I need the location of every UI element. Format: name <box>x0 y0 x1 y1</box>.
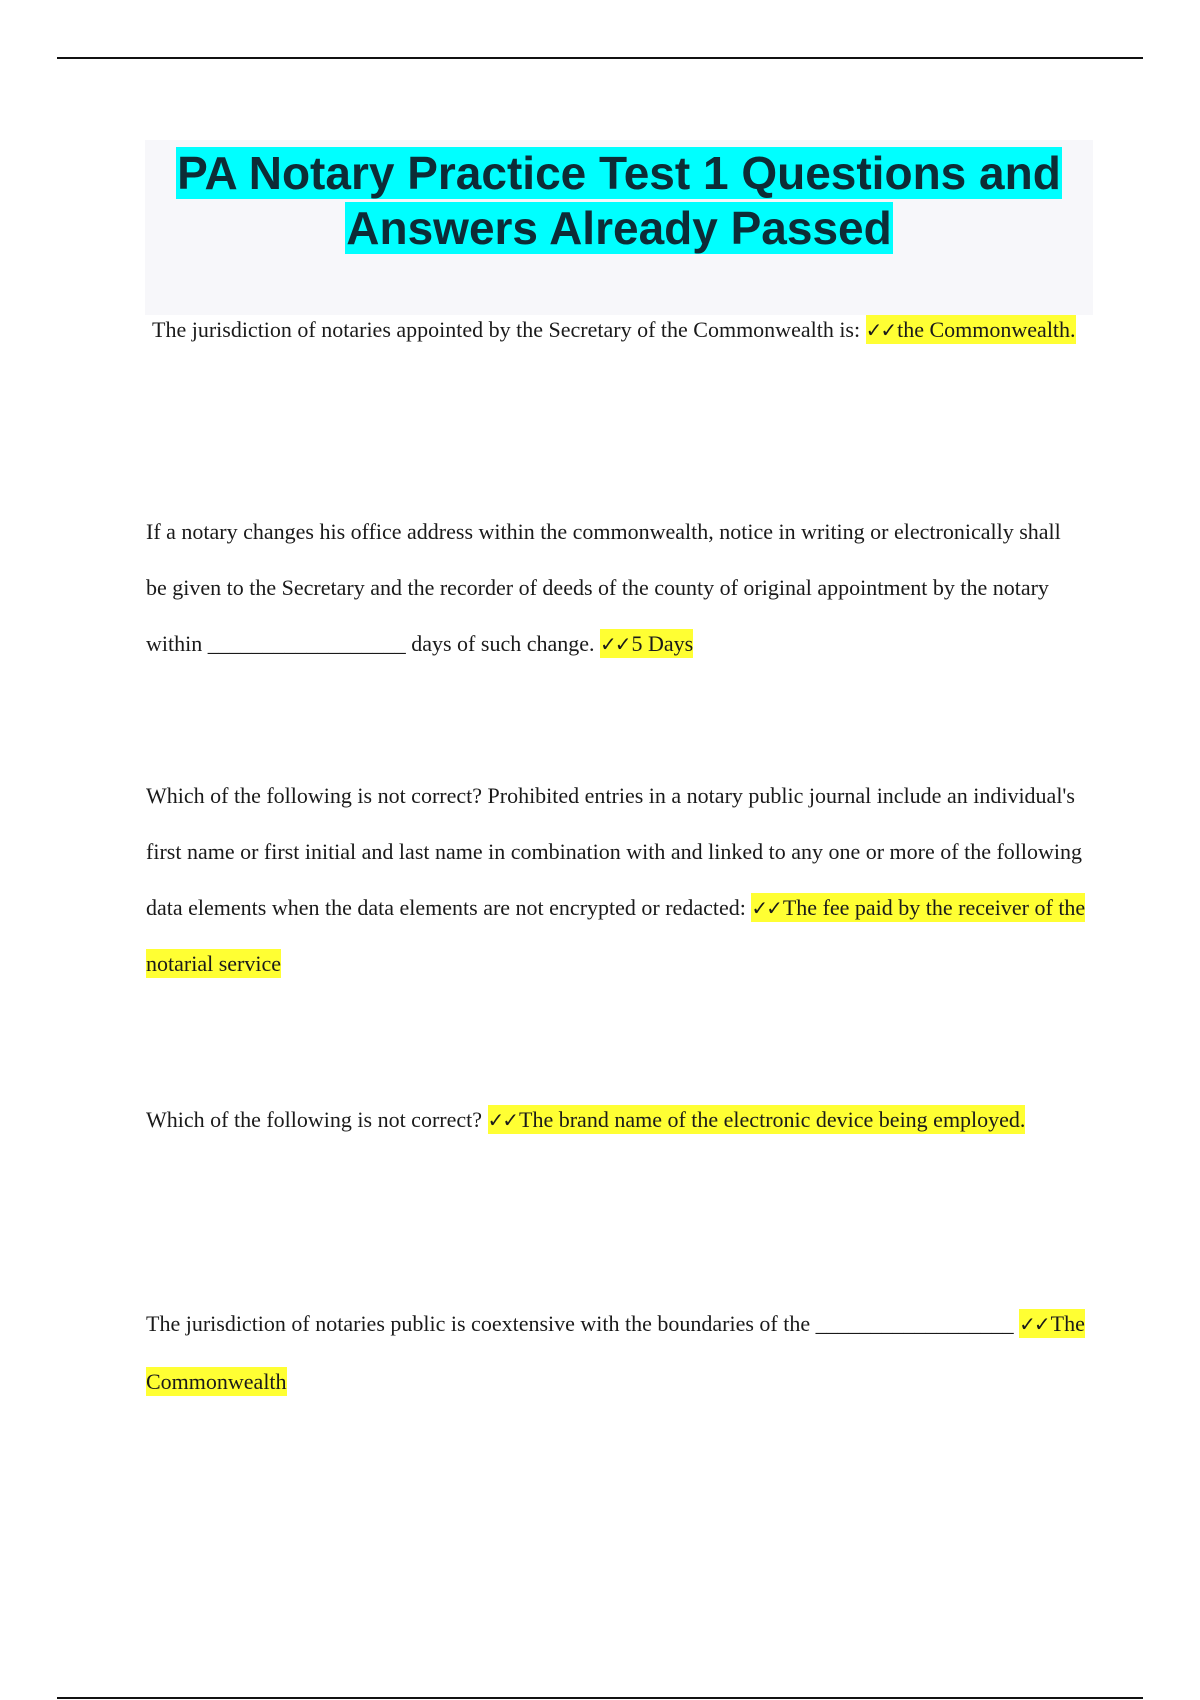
qa-item-1 <box>146 301 1086 359</box>
qa-item-5 <box>146 1295 1086 1411</box>
answer-text: The brand name of the electronic device being employed. <box>519 1107 1026 1132</box>
answer-highlight <box>488 1105 1026 1134</box>
qa-item-3 <box>146 768 1086 992</box>
title-line-1: PA Notary Practice Test 1 Questions and <box>177 147 1061 199</box>
title-line-2: Answers Already Passed <box>346 202 892 254</box>
document-title <box>145 140 1093 256</box>
question-text: The jurisdiction of notaries public is coextensive with the boundaries of the __________________ <box>146 1311 1014 1336</box>
answer-text: The fee paid by the receiver of the notarial service <box>146 895 1086 976</box>
answer-highlight <box>600 629 693 658</box>
top-rule <box>57 57 1143 59</box>
bottom-rule <box>57 1697 1143 1699</box>
title-block <box>145 140 1093 315</box>
question-text: Which of the following is not correct? <box>146 1107 483 1132</box>
answer-text: The Commonwealth <box>146 1311 1085 1394</box>
answer-text: 5 Days <box>631 631 694 656</box>
answer-text: the Commonwealth. <box>897 317 1076 342</box>
check-icon: ✓✓ <box>751 896 781 920</box>
question-text: Which of the following is not correct? Prohibited entries in a notary public journal include an individual's first name or first initial and last name in combination with and linked to any one or more of the following data elements when the data elements are not encrypted or redacted: <box>146 783 1083 920</box>
check-icon: ✓✓ <box>865 318 896 342</box>
qa-item-2 <box>146 504 1086 672</box>
answer-highlight <box>866 315 1076 344</box>
question-text: If a notary changes his office address within the commonwealth, notice in writing or electronically shall be given to the Secretary and the recorder of deeds of the county of original appointment by the notary within __________________ days of such change. <box>146 519 1061 656</box>
check-icon: ✓✓ <box>1019 1312 1049 1336</box>
qa-item-4 <box>146 1091 1086 1149</box>
check-icon: ✓✓ <box>487 1108 518 1132</box>
question-text: The jurisdiction of notaries appointed by the Secretary of the Commonwealth is: <box>152 317 861 342</box>
check-icon: ✓✓ <box>600 632 630 656</box>
